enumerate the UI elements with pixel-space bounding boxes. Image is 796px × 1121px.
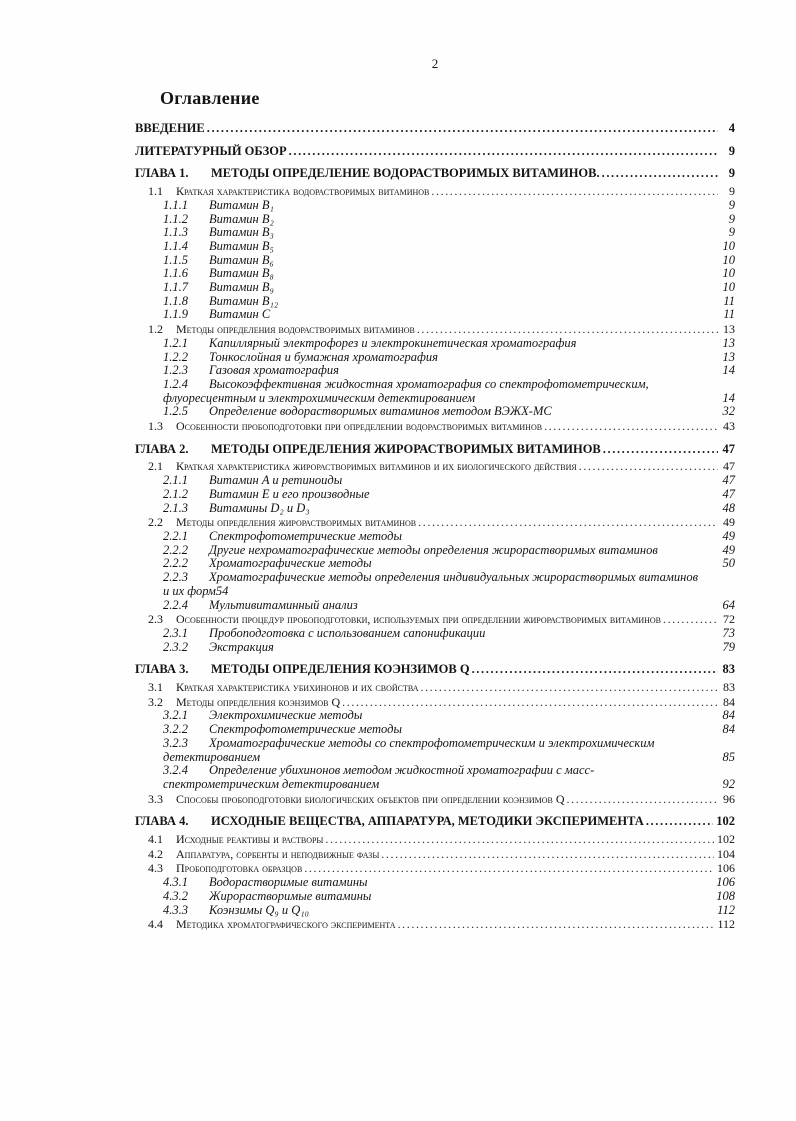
toc-entry-text (148, 681, 418, 695)
toc-entry-text (163, 474, 342, 488)
toc-entry-number: 1.1.2 (163, 211, 188, 226)
toc-entry-label: Краткая характеристика убихинонов и их свойства (176, 680, 419, 695)
toc-entry-page: 106 (716, 875, 735, 890)
dot-leader (381, 848, 714, 862)
toc-entry (163, 226, 735, 240)
toc-entry-number: 4.3.2 (163, 888, 188, 903)
toc-entry-page: 13 (722, 349, 735, 364)
toc-entry-page: 83 (722, 662, 735, 677)
toc-entry-number: 3.2.3 (163, 735, 188, 750)
toc-entry-text (148, 848, 379, 862)
toc-entry-page: 4 (728, 121, 735, 135)
toc-entry-number: 2.1.3 (163, 500, 188, 515)
toc-entry-number: 2.2.3 (163, 570, 188, 585)
toc-entry (163, 281, 735, 295)
toc-entry-page: 13 (722, 335, 735, 350)
toc-entry-text (163, 530, 402, 544)
toc-entry-number: 4.3.3 (163, 902, 188, 917)
toc-entry-number: ГЛАВА 2. (135, 441, 189, 456)
toc-entry (163, 890, 735, 904)
toc-entry-page: 49 (722, 542, 735, 557)
toc-entry-label: Определение убихинонов методом жидкостной хроматографии с масс-спектрометрическим детектированием (163, 763, 595, 791)
toc-entry-label: Пробоподготовка образцов (176, 861, 303, 876)
toc-entry (163, 405, 735, 419)
toc-entry-page: 9 (728, 225, 735, 240)
toc-entry-page: 106 (717, 861, 735, 876)
toc-entry-text (163, 557, 372, 571)
table-of-contents (135, 122, 735, 932)
toc-entry-label: ВВЕДЕНИЕ (135, 121, 205, 135)
toc-entry (163, 557, 735, 571)
toc-entry-label: Витамин C (209, 307, 271, 322)
toc-entry-label: Высокоэффективная жидкостная хроматография со спектрофотометрическим, флуоресцентным и электрохимическим детектированием (163, 376, 649, 405)
toc-entry-label: Краткая характеристика водорастворимых витаминов (176, 184, 430, 199)
toc-entry-page: 47 (722, 473, 735, 488)
dot-leader (663, 613, 718, 627)
toc-entry-number: 2.2.4 (163, 597, 188, 612)
toc-entry (148, 613, 735, 627)
toc-entry-number: 3.2.1 (163, 708, 188, 723)
toc-entry-label: МЕТОДЫ ОПРЕДЕЛЕНИЯ ЖИРОРАСТВОРИМЫХ ВИТАМИНОВ (211, 441, 601, 456)
toc-entry-text (148, 862, 302, 876)
toc-entry-text (163, 904, 309, 918)
toc-entry-page: 79 (722, 639, 735, 654)
toc-entry-page: 84 (722, 708, 735, 723)
toc-entry (163, 351, 735, 365)
toc-entry-label: Витамин E и его производные (209, 486, 370, 501)
toc-entry-number: 2.1.1 (163, 473, 188, 488)
toc-entry-page: 112 (717, 902, 735, 917)
toc-entry-page: 47 (723, 459, 735, 474)
toc-entry-page: 10 (722, 266, 735, 281)
toc-entry-page: 11 (723, 307, 735, 322)
toc-entry-number: 3.2 (148, 694, 163, 709)
toc-entry (135, 815, 735, 829)
toc-entry-page: 43 (723, 419, 735, 434)
toc-entry (163, 876, 735, 890)
toc-entry-text (163, 890, 371, 904)
toc-entry-number: 2.3 (148, 612, 163, 627)
toc-entry-page: 73 (722, 625, 735, 640)
toc-entry-label: Водорастворимые витамины (209, 875, 368, 890)
toc-entry (135, 145, 735, 159)
toc-entry-label: Спектрофотометрические методы (209, 722, 402, 737)
toc-entry-text (148, 460, 577, 474)
toc-entry-number: 1.3 (148, 419, 163, 434)
toc-entry-label: Хроматографические методы (209, 556, 372, 571)
toc-entry-label: Витамин B₈ (209, 266, 274, 281)
toc-entry-page: 10 (722, 280, 735, 295)
toc-entry-page: 84 (723, 694, 735, 709)
toc-entry-label: ИСХОДНЫЕ ВЕЩЕСТВА, АППАРАТУРА, МЕТОДИКИ ЭКСПЕРИМЕНТА (211, 814, 644, 829)
dot-leader (418, 516, 718, 530)
toc-entry-page: 104 (717, 846, 735, 861)
toc-entry-number: 2.1.2 (163, 486, 188, 501)
toc-entry (148, 323, 735, 337)
dot-leader (544, 420, 718, 434)
toc-entry-text (163, 488, 370, 502)
toc-entry-number: 4.4 (148, 917, 163, 932)
toc-entry-text (163, 281, 274, 295)
toc-entry-label: Особенности процедур пробоподготовки, используемых при определении жирорастворимых витаминов (176, 612, 662, 627)
toc-entry-page: 11 (723, 293, 735, 308)
toc-entry-label: Методы определения водорастворимых витаминов (176, 322, 415, 337)
toc-entry-text (148, 613, 661, 627)
dot-leader (342, 696, 718, 710)
toc-entry-number: 1.2.1 (163, 335, 188, 350)
toc-entry-number: 1.1.4 (163, 238, 188, 253)
toc-entry (163, 364, 735, 378)
toc-entry (163, 723, 735, 737)
toc-entry-number: 1.1 (148, 184, 163, 199)
toc-entry (135, 167, 735, 181)
toc-entry-page: 14 (722, 363, 735, 378)
toc-entry-label: Электрохимические методы (209, 708, 363, 723)
toc-entry (163, 199, 735, 213)
toc-entry-text (163, 502, 310, 516)
toc-entry-label: Методы определения коэнзимов Q (176, 694, 341, 709)
toc-entry-number: 2.3.2 (163, 639, 188, 654)
toc-entry-number: 4.2 (148, 846, 163, 861)
toc-entry (163, 213, 735, 227)
toc-entry-number: 1.1.8 (163, 293, 188, 308)
dot-leader (472, 663, 718, 677)
toc-entry-number: 3.2.4 (163, 763, 188, 778)
toc-entry-label: Витамин B₁ (209, 197, 274, 212)
toc-entry (163, 267, 735, 281)
toc-entry-text (135, 122, 205, 136)
toc-entry-number: 1.1.7 (163, 280, 188, 295)
toc-entry-text (163, 627, 485, 641)
toc-entry-number: 4.3 (148, 861, 163, 876)
toc-entry-label: Пробоподготовка с использованием сапонификации (209, 625, 486, 640)
toc-entry-page: 50 (722, 556, 735, 571)
toc-entry-text (163, 599, 358, 613)
toc-entry-text (135, 167, 600, 181)
toc-entry (163, 627, 735, 641)
toc-entry-text (148, 516, 416, 530)
dot-leader (431, 185, 718, 199)
toc-entry-number: 1.2 (148, 322, 163, 337)
toc-entry (163, 254, 735, 268)
toc-entry (135, 443, 735, 457)
dot-leader (304, 862, 714, 876)
toc-entry (163, 599, 735, 613)
toc-entry-number: 4.3.1 (163, 875, 188, 890)
toc-entry-label: Витамин B₅ (209, 238, 274, 253)
toc-entry-page: 13 (723, 322, 735, 337)
toc-entry-number: 3.1 (148, 680, 163, 695)
toc-entry (163, 571, 735, 598)
toc-entry-page: 72 (723, 612, 735, 627)
toc-entry-text (148, 420, 542, 434)
toc-entry-number: 2.2 (148, 515, 163, 530)
toc-entry-text (148, 696, 340, 710)
toc-entry (148, 862, 735, 876)
toc-entry (163, 488, 735, 502)
toc-entry (148, 793, 735, 807)
toc-entry (163, 641, 735, 655)
toc-entry-page: 9 (728, 166, 735, 181)
toc-entry-number: 1.1.6 (163, 266, 188, 281)
toc-entry-label: Методика хроматографического эксперимента (176, 917, 396, 932)
toc-entry-text (163, 199, 274, 213)
toc-entry-text (163, 213, 274, 227)
toc-entry (163, 530, 735, 544)
toc-entry-page: 84 (722, 722, 735, 737)
toc-entry-label: Витамин B₂ (209, 211, 274, 226)
toc-entry-number: 3.2.2 (163, 722, 188, 737)
dot-leader (602, 167, 718, 181)
page-number: 2 (431, 56, 439, 71)
toc-entry-text (163, 337, 576, 351)
toc-entry-number: ГЛАВА 3. (135, 662, 189, 677)
toc-entry-text (163, 641, 274, 655)
toc-entry-number: 1.2.5 (163, 404, 188, 419)
toc-entry (163, 378, 735, 405)
toc-heading: Оглавление (160, 88, 260, 108)
toc-entry-label: Краткая характеристика жирорастворимых витаминов и их биологического действия (176, 459, 577, 474)
toc-entry (148, 420, 735, 434)
toc-entry-number: ГЛАВА 4. (135, 814, 189, 829)
dot-leader (567, 793, 718, 807)
toc-entry-label: Другие нехроматографические методы определения жирорастворимых витаминов (209, 542, 658, 557)
toc-entry-text (163, 378, 709, 405)
toc-entry-text (148, 185, 429, 199)
toc-entry-number: 2.1 (148, 459, 163, 474)
toc-entry-text (163, 571, 707, 598)
toc-entry (163, 502, 735, 516)
toc-entry-label: Методы определения жирорастворимых витаминов (176, 515, 417, 530)
toc-entry-page: 10 (722, 238, 735, 253)
toc-entry (163, 764, 735, 791)
dot-leader (325, 833, 714, 847)
toc-entry (163, 308, 735, 322)
toc-entry-label: Витамин B₆ (209, 252, 274, 267)
toc-entry-number: 2.2.1 (163, 528, 188, 543)
dot-leader (603, 443, 718, 457)
toc-entry-text (163, 240, 274, 254)
dot-leader (646, 815, 713, 829)
toc-entry-number: 2.3.1 (163, 625, 188, 640)
toc-entry-text (163, 737, 707, 764)
toc-entry-page: 96 (723, 791, 735, 806)
toc-entry (163, 737, 735, 764)
toc-entry-page: 9 (728, 143, 735, 158)
toc-entry-page: 48 (722, 500, 735, 515)
toc-entry-number: 2.2.2 (163, 542, 188, 557)
toc-entry-label: МЕТОДЫ ОПРЕДЕЛЕНИЕ ВОДОРАСТВОРИМЫХ ВИТАМИНОВ. (211, 166, 600, 181)
toc-entry-label: Жирорастворимые витамины (209, 888, 372, 903)
toc-entry-page: 102 (716, 814, 735, 829)
toc-entry-label: Способы пробоподготовки биологических объектов при определении коэнзимов Q (176, 791, 565, 806)
toc-entry-label: Тонкослойная и бумажная хроматография (209, 349, 438, 364)
toc-entry-page: 47 (722, 441, 735, 456)
toc-entry-label: Мультивитаминный анализ (209, 597, 358, 612)
toc-entry-text (163, 544, 658, 558)
toc-entry-page: 9 (728, 211, 735, 226)
toc-entry-number: ГЛАВА 1. (135, 166, 189, 181)
toc-entry-number: 1.1.1 (163, 197, 188, 212)
toc-entry (148, 185, 735, 199)
toc-entry-text (148, 793, 565, 807)
toc-entry-page: 32 (722, 404, 735, 419)
toc-entry-label: МЕТОДЫ ОПРЕДЕЛЕНИЯ КОЭНЗИМОВ Q (211, 662, 470, 677)
toc-entry (148, 516, 735, 530)
toc-entry-number: 1.2.2 (163, 349, 188, 364)
dot-leader (398, 918, 715, 932)
dot-leader (420, 681, 718, 695)
toc-entry-label: ЛИТЕРАТУРНЫЙ ОБЗОР (135, 143, 287, 158)
toc-entry-number: 3.3 (148, 791, 163, 806)
toc-entry-text (135, 443, 601, 457)
toc-entry-page: 92 (722, 776, 735, 791)
toc-entry-label: Определение водорастворимых витаминов методом ВЭЖХ-МС (209, 404, 552, 419)
toc-entry-label: Особенности пробоподготовки при определении водорастворимых витаминов (176, 419, 543, 434)
toc-entry-text (163, 295, 278, 309)
toc-entry-number: 4.1 (148, 832, 163, 847)
dot-leader (417, 323, 718, 337)
toc-entry-page: 83 (723, 680, 735, 695)
toc-entry-text (163, 876, 368, 890)
toc-entry-text (163, 723, 402, 737)
toc-entry-text (135, 145, 287, 159)
toc-entry (148, 833, 735, 847)
toc-entry-text (135, 815, 644, 829)
toc-entry-text (163, 254, 274, 268)
toc-entry-label: Капиллярный электрофорез и электрокинетическая хроматография (209, 335, 577, 350)
toc-entry-text (163, 405, 552, 419)
toc-entry-label: Витамин A и ретиноиды (209, 473, 343, 488)
toc-entry-page: 112 (717, 917, 735, 932)
toc-entry-text (163, 364, 339, 378)
toc-entry-page: 49 (723, 515, 735, 530)
toc-entry-text (163, 764, 708, 791)
toc-entry-label: Витамин B₃ (209, 225, 274, 240)
toc-entry-page: 49 (722, 528, 735, 543)
toc-entry (163, 904, 735, 918)
toc-entry (148, 918, 735, 932)
toc-entry-label: Аппаратура, сорбенты и неподвижные фазы (176, 846, 380, 861)
dot-leader (579, 460, 718, 474)
toc-entry-text (148, 323, 415, 337)
dot-leader (207, 122, 718, 136)
toc-entry-page: 14 (722, 390, 735, 405)
toc-entry-text (163, 267, 274, 281)
toc-entry-page: 10 (722, 252, 735, 267)
toc-entry-page: 108 (716, 888, 735, 903)
toc-entry-text (148, 918, 396, 932)
toc-entry-label: Исходные реактивы и растворы (176, 832, 324, 847)
toc-entry-label: Витамины D₂ и D₃ (209, 500, 310, 515)
toc-entry-text (163, 351, 438, 365)
toc-entry-number: 1.2.3 (163, 363, 188, 378)
toc-entry-number: 1.1.9 (163, 307, 188, 322)
toc-entry-label: Хроматографические методы определения индивидуальных жирорастворимых витаминов и их форм54 (163, 570, 699, 598)
toc-entry-text (148, 833, 323, 847)
toc-entry-text (135, 663, 470, 677)
toc-entry-page: 9 (728, 197, 735, 212)
toc-entry (163, 709, 735, 723)
toc-entry-label: Витамин B₁₂ (209, 293, 279, 308)
toc-entry (148, 848, 735, 862)
toc-entry-page: 9 (729, 184, 735, 199)
toc-entry-label: Витамин B₉ (209, 280, 274, 295)
toc-entry-text (163, 226, 274, 240)
toc-entry-label: Коэнзимы Q₉ и Q₁₀ (209, 902, 309, 917)
toc-entry (148, 460, 735, 474)
toc-entry-page: 102 (717, 832, 735, 847)
toc-entry-text (163, 308, 270, 322)
toc-entry (148, 696, 735, 710)
toc-entry (148, 681, 735, 695)
dot-leader (289, 145, 718, 159)
toc-entry (135, 663, 735, 677)
toc-entry (163, 544, 735, 558)
toc-entry-label: Экстракция (209, 639, 274, 654)
toc-entry-page: 47 (722, 486, 735, 501)
toc-entry (163, 295, 735, 309)
toc-entry (163, 337, 735, 351)
toc-entry (163, 474, 735, 488)
toc-entry-label: Хроматографические методы со спектрофотометрическим и электрохимическим детектированием (163, 735, 655, 764)
toc-entry-page: 64 (722, 597, 735, 612)
toc-entry-number: 1.2.4 (163, 376, 188, 391)
toc-entry (135, 122, 735, 136)
toc-entry-page: 85 (722, 749, 735, 764)
toc-entry (163, 240, 735, 254)
toc-entry-text (163, 709, 362, 723)
toc-entry-label: Спектрофотометрические методы (209, 528, 402, 543)
toc-entry-number: 1.1.5 (163, 252, 188, 267)
toc-entry-number: 1.1.3 (163, 225, 188, 240)
toc-entry-number: 2.2.2 (163, 556, 188, 571)
toc-entry-label: Газовая хроматография (209, 363, 339, 378)
